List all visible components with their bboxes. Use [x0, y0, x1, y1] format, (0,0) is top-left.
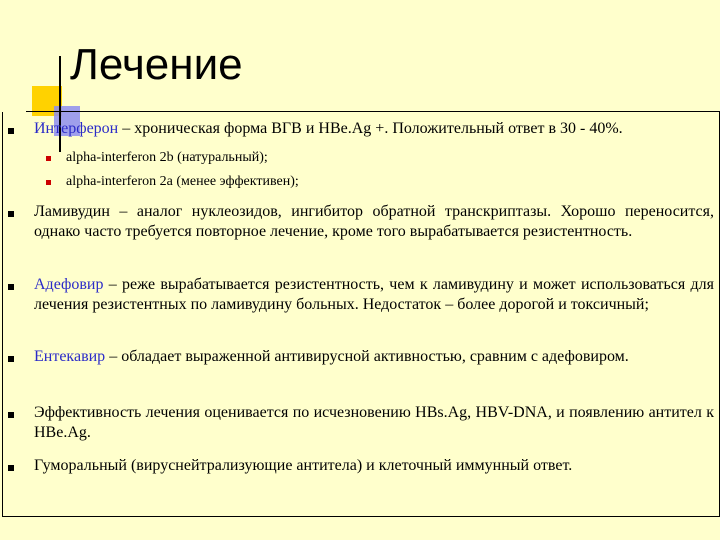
item-lead: Адефовир — [34, 276, 104, 293]
item-text: – обладает выраженной антивирусной активностью, сравним с адефовиром. — [105, 348, 629, 365]
item-lead: Интерферон — [34, 120, 119, 137]
bullet-icon — [8, 284, 14, 290]
bullet-icon — [8, 128, 14, 134]
decorative-horizontal-line — [26, 111, 720, 112]
sub-list-item: alpha-interferon 2b (натуральный); — [66, 150, 268, 165]
bullet-icon — [8, 412, 14, 418]
list-item — [34, 202, 714, 242]
item-text: – реже вырабатывается резистентность, чем к ламивудину и может использоваться для лечения резистентных по ламивудину больных. Недостаток – более дорогой и токсичный; — [34, 276, 714, 313]
item-lead: Ентекавир — [34, 348, 106, 365]
item-text: – хроническая форма ВГВ и HBe.Ag +. Положительный ответ в 30 - 40%. — [118, 120, 623, 137]
list-item — [34, 275, 714, 315]
bullet-icon — [8, 356, 14, 362]
slide-title: Лечение — [70, 40, 243, 89]
sub-bullet-icon — [46, 180, 51, 185]
list-item — [34, 456, 714, 476]
item-text: Эффективность лечения оценивается по исчезновению HBs.Ag, HBV-DNA, и появлению антител к HBe.Ag. — [34, 404, 714, 441]
list-item — [34, 347, 714, 367]
sub-list-item: alpha-interferon 2a (менее эффективен); — [66, 174, 299, 189]
bullet-icon — [8, 211, 14, 217]
list-item — [34, 119, 714, 139]
list-item — [34, 403, 714, 443]
sub-bullet-icon — [46, 156, 51, 161]
bullet-icon — [8, 465, 14, 471]
item-text: Ламивудин – аналог нуклеозидов, ингибитор обратной транскриптазы. Хорошо переносится, однако часто требуется повторное лечение, кроме того вырабатывается резистентность. — [34, 203, 714, 240]
item-text: Гуморальный (вируснейтрализующие антитела) и клеточный иммунный ответ. — [34, 457, 573, 474]
